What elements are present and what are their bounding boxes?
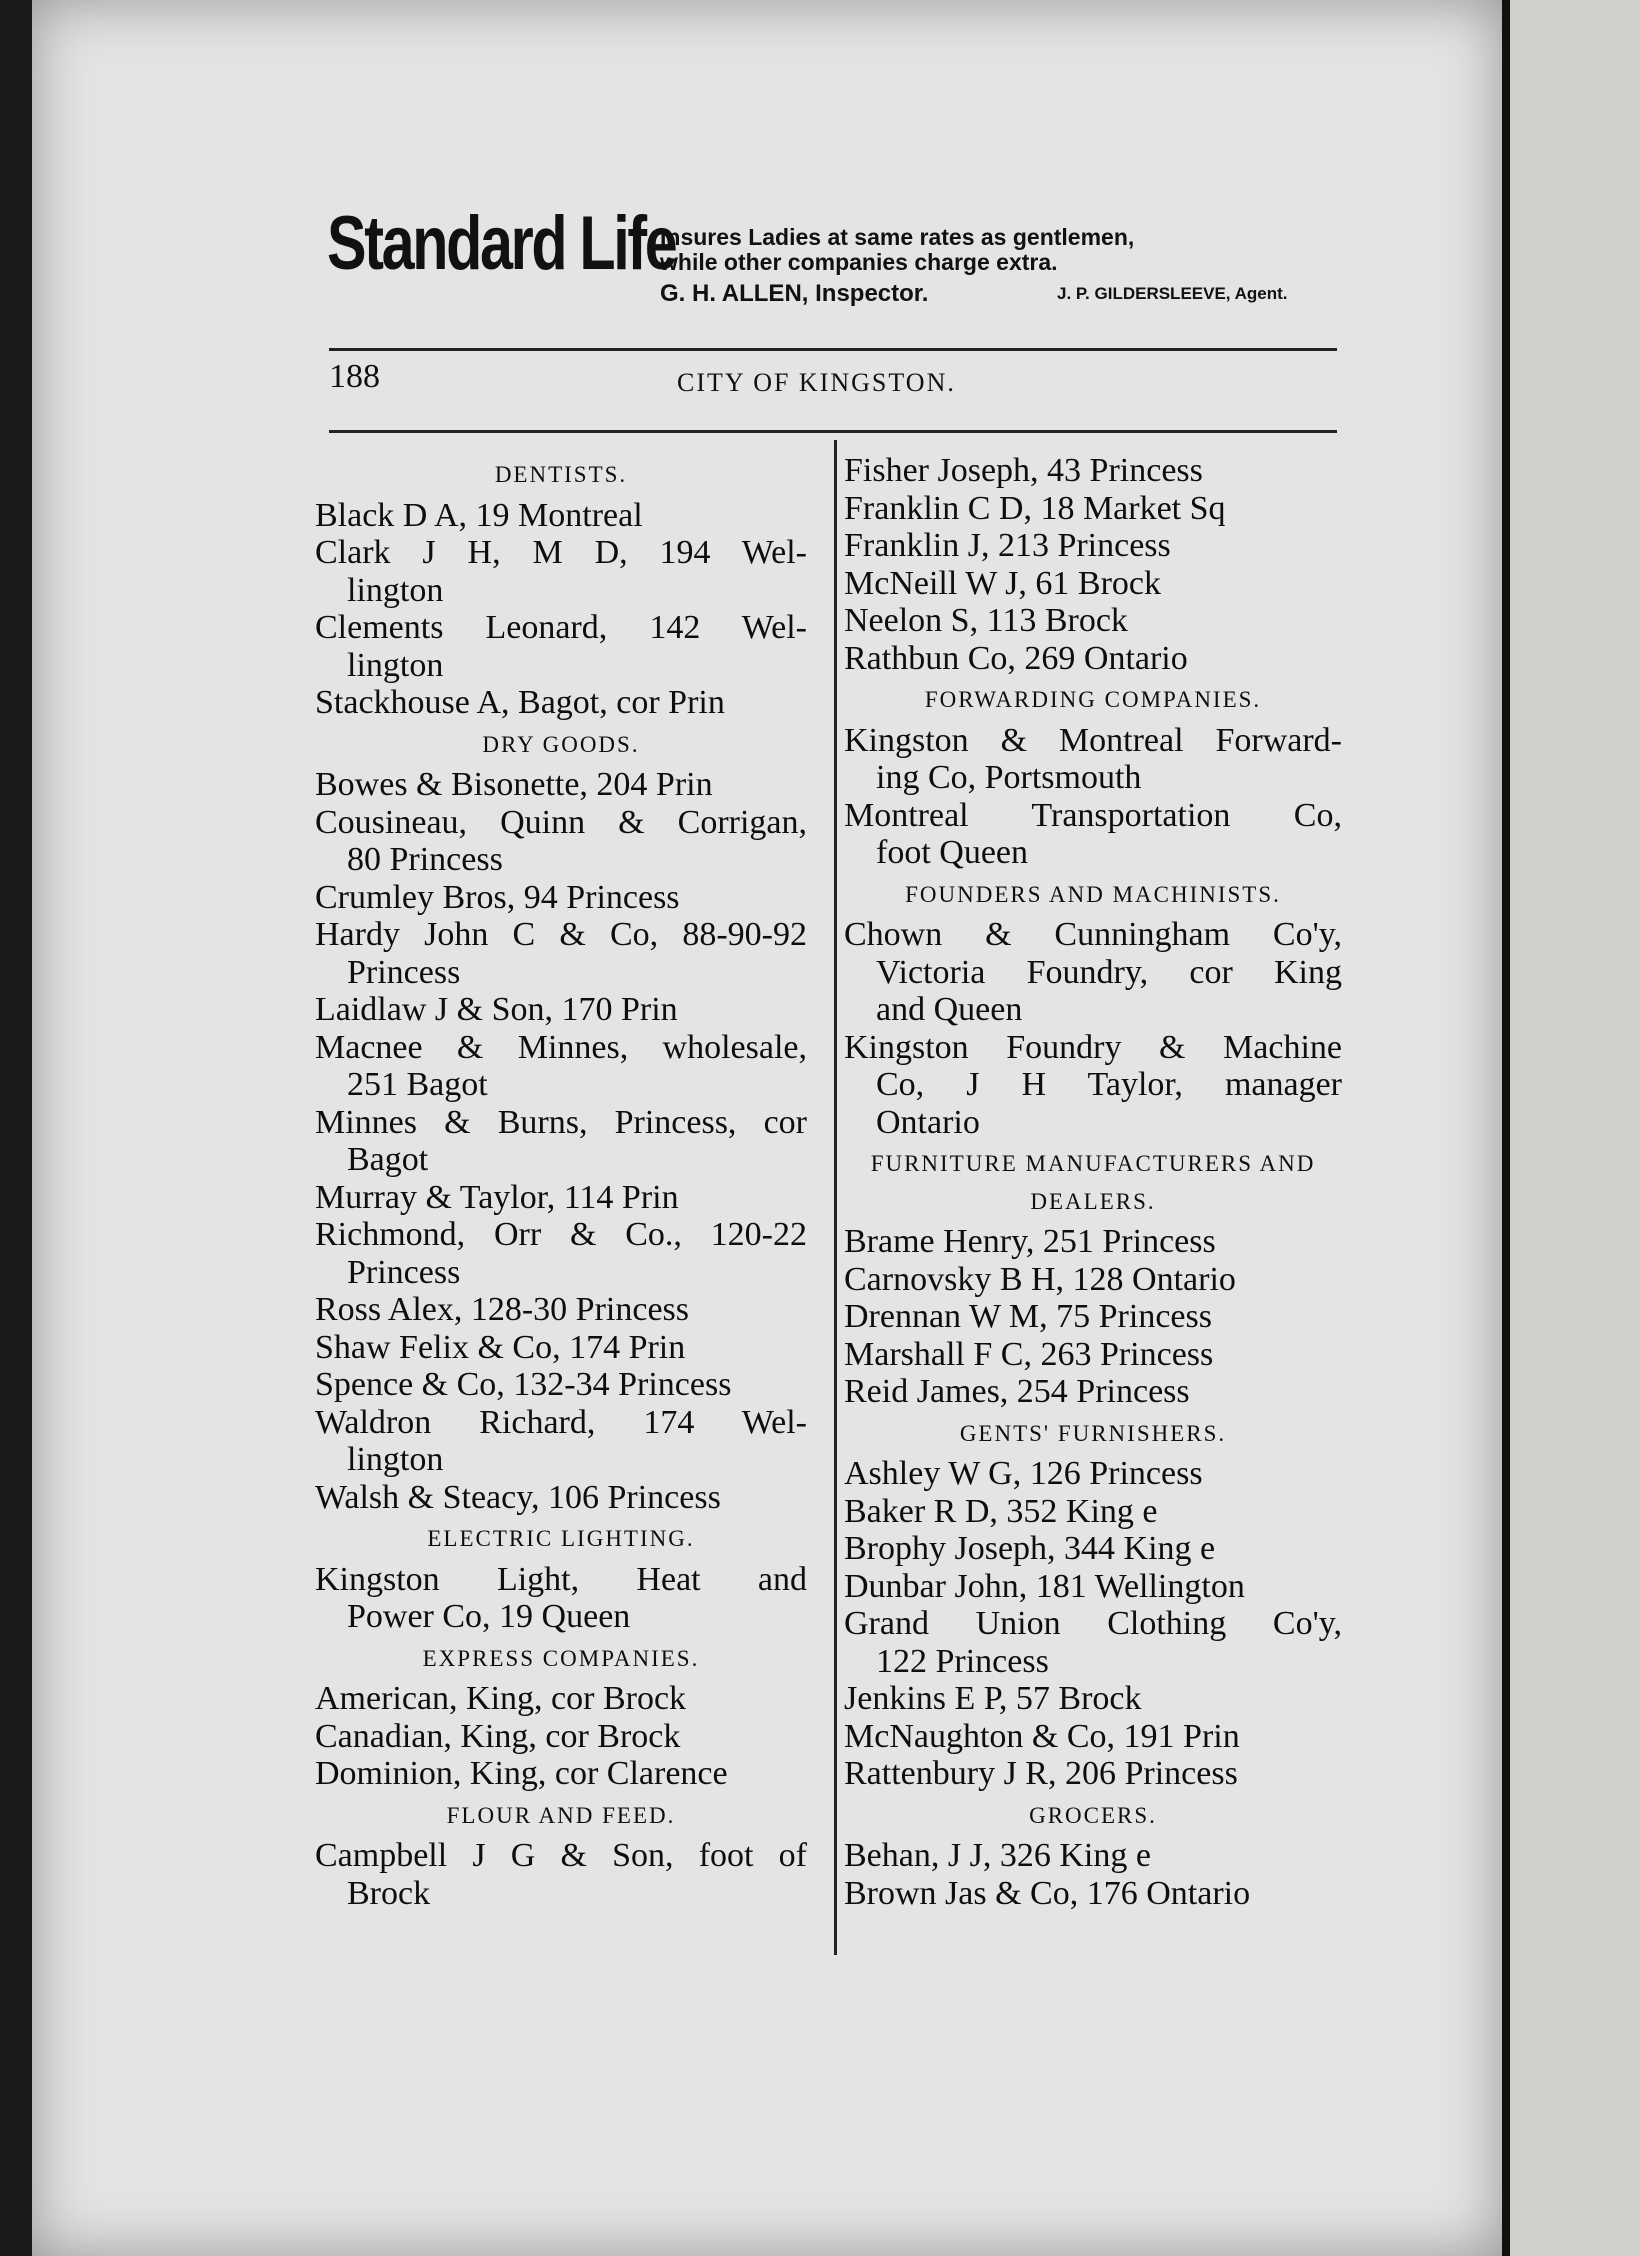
running-title: CITY OF KINGSTON. (677, 368, 956, 397)
directory-entry (315, 1029, 807, 1104)
entry-text: Marshall F C, 263 Princess (844, 1335, 1214, 1373)
section-heading: ELECTRIC LIGHTING. (427, 1526, 695, 1551)
ad-brand-name: Standard Life (327, 201, 676, 286)
entry-text: Canadian, King, cor Brock (315, 1717, 681, 1755)
entry-continuation: lington (347, 571, 444, 609)
header-bottom-rule (329, 430, 1337, 433)
ad-agent: J. P. GILDERSLEEVE, Agent. (1057, 284, 1288, 303)
section-heading: FURNITURE MANUFACTURERS AND DEALERS. (870, 1151, 1316, 1214)
entry-text: Fisher Joseph, 43 Princess (844, 452, 1203, 489)
entry-text: Drennan W M, 75 Princess (844, 1298, 1212, 1335)
entry-continuation: 251 Bagot (347, 1066, 488, 1103)
directory-entry (844, 1373, 1342, 1411)
entry-text: Reid James, 254 Princess (844, 1373, 1190, 1410)
directory-entry (844, 916, 1342, 1029)
page-number: 188 (329, 358, 380, 395)
entry-text: Brame Henry, 251 Princess (844, 1223, 1216, 1260)
entry-text: McNaughton & Co, 191 Prin (844, 1717, 1240, 1755)
directory-entry (315, 1404, 807, 1479)
directory-entry (844, 797, 1342, 872)
entry-text: Laidlaw J & Son, 170 Prin (315, 991, 678, 1028)
entry-continuation: 122 Princess (876, 1642, 1049, 1680)
directory-entry (844, 1223, 1342, 1261)
entry-text: Ross Alex, 128-30 Princess (315, 1291, 689, 1328)
entry-text: Clark J H, M D, 194 Wel- (315, 534, 807, 571)
entry-text: Franklin J, 213 Princess (844, 527, 1171, 564)
directory-entry (844, 1298, 1342, 1336)
directory-entry (844, 722, 1342, 797)
section-heading: FOUNDERS AND MACHINISTS. (905, 881, 1281, 907)
directory-entry (844, 602, 1342, 640)
directory-entry (315, 916, 807, 991)
directory-entry (315, 1561, 807, 1636)
directory-entry (315, 534, 807, 609)
entry-text: Clements Leonard, 142 Wel- (315, 609, 807, 646)
entry-continuation: ing Co, Portsmouth (876, 759, 1142, 796)
entry-continuation: lington (347, 646, 444, 684)
directory-entry (315, 1291, 807, 1329)
entry-text: Kingston Foundry & Machine (844, 1028, 1342, 1066)
directory-entry (844, 1755, 1342, 1793)
directory-page (32, 0, 1502, 2256)
entry-text: Cousineau, Quinn & Corrigan, (315, 803, 807, 841)
entry-continuation: 80 Princess (347, 841, 503, 878)
section-heading: EXPRESS COMPANIES. (422, 1645, 700, 1671)
entry-text: Kingston Light, Heat and (315, 1560, 807, 1598)
entry-text: Brown Jas & Co, 176 Ontario (844, 1874, 1251, 1912)
directory-entry (315, 991, 807, 1029)
entry-text: Murray & Taylor, 114 Prin (315, 1178, 679, 1216)
entry-continuation: Ontario (876, 1103, 980, 1141)
entry-continuation: Bagot (347, 1141, 429, 1178)
directory-entry (844, 1261, 1342, 1299)
directory-entry (315, 497, 807, 535)
directory-entry (844, 1875, 1342, 1913)
entry-text: Spence & Co, 132-34 Princess (315, 1366, 732, 1403)
entry-text: Campbell J G & Son, foot of (315, 1837, 807, 1874)
directory-entry (315, 766, 807, 804)
entry-text: Brophy Joseph, 344 King e (844, 1530, 1216, 1567)
header-top-rule (329, 348, 1337, 351)
entry-text: Franklin C D, 18 Market Sq (844, 489, 1226, 527)
directory-entry (315, 684, 807, 722)
entry-text: Dunbar John, 181 Wellington (844, 1567, 1245, 1605)
section-heading: GROCERS. (1029, 1802, 1157, 1828)
directory-entry (844, 1568, 1342, 1606)
entry-text: Baker R D, 352 King e (844, 1492, 1158, 1530)
ad-tagline-line-2: while other companies charge extra. (660, 249, 1058, 275)
entry-text: Chown & Cunningham Co'y, (844, 916, 1342, 953)
entry-text: Grand Union Clothing Co'y, (844, 1605, 1342, 1642)
directory-entry (844, 1530, 1342, 1568)
entry-text: Walsh & Steacy, 106 Princess (315, 1478, 721, 1516)
directory-entry (315, 1216, 807, 1291)
entry-continuation: Co, J H Taylor, manager (876, 1066, 1342, 1103)
ad-tagline (660, 225, 1134, 275)
entry-text: Richmond, Orr & Co., 120-22 (315, 1216, 807, 1253)
left-column (315, 452, 807, 1912)
directory-entry (315, 1680, 807, 1718)
directory-entry (844, 1493, 1342, 1531)
directory-entry (844, 527, 1342, 565)
directory-entry (844, 452, 1342, 490)
directory-entry (844, 1718, 1342, 1756)
section-heading: DRY GOODS. (482, 731, 640, 757)
entry-continuation: Victoria Foundry, cor King (876, 953, 1342, 991)
standard-life-advertisement (327, 200, 1362, 330)
directory-entry (844, 565, 1342, 603)
directory-entry (315, 879, 807, 917)
directory-entry (315, 1366, 807, 1404)
entry-text: Stackhouse A, Bagot, cor Prin (315, 684, 725, 721)
directory-entry (315, 1329, 807, 1367)
entry-text: Kingston & Montreal Forward- (844, 721, 1342, 759)
directory-entry (315, 609, 807, 684)
directory-entry (315, 1718, 807, 1756)
binding-gutter (1502, 0, 1510, 2256)
entry-text: Bowes & Bisonette, 204 Prin (315, 766, 713, 803)
entry-continuation: foot Queen (876, 834, 1029, 871)
entry-text: Black D A, 19 Montreal (315, 496, 643, 534)
entry-continuation: Brock (347, 1874, 431, 1912)
facing-page-edge (1510, 0, 1640, 2256)
section-heading: FLOUR AND FEED. (446, 1802, 676, 1828)
directory-entry (844, 640, 1342, 678)
ad-tagline-line-1: Insures Ladies at same rates as gentlemen, (660, 224, 1135, 250)
entry-text: Dominion, King, cor Clarence (315, 1755, 728, 1792)
directory-entry (315, 1104, 807, 1179)
entry-text: Crumley Bros, 94 Princess (315, 878, 680, 916)
entry-text: McNeill W J, 61 Brock (844, 564, 1161, 602)
directory-entry (844, 1336, 1342, 1374)
entry-text: Shaw Felix & Co, 174 Prin (315, 1328, 686, 1366)
section-heading: DENTISTS. (494, 462, 628, 487)
entry-text: Carnovsky B H, 128 Ontario (844, 1260, 1236, 1298)
entry-text: American, King, cor Brock (315, 1680, 687, 1717)
section-heading: FORWARDING COMPANIES. (924, 687, 1262, 712)
directory-entry (844, 1837, 1342, 1875)
entry-text: Waldron Richard, 174 Wel- (315, 1403, 807, 1441)
entry-text: Rattenbury J R, 206 Princess (844, 1755, 1238, 1792)
section-heading: GENTS' FURNISHERS. (959, 1420, 1227, 1446)
directory-entry (844, 1455, 1342, 1493)
entry-text: Montreal Transportation Co, (844, 796, 1342, 834)
entry-text: Ashley W G, 126 Princess (844, 1455, 1203, 1492)
entry-text: Hardy John C & Co, 88-90-92 (315, 916, 807, 953)
entry-text: Minnes & Burns, Princess, cor (315, 1103, 807, 1141)
entry-continuation: Princess (347, 1253, 461, 1291)
entry-continuation: Power Co, 19 Queen (347, 1598, 631, 1635)
directory-entry (844, 1605, 1342, 1680)
directory-entry (315, 1479, 807, 1517)
ad-inspector: G. H. ALLEN, Inspector. (660, 280, 929, 307)
entry-text: Neelon S, 113 Brock (844, 602, 1128, 639)
entry-continuation: Princess (347, 953, 461, 991)
directory-entry (844, 490, 1342, 528)
entry-text: Rathbun Co, 269 Ontario (844, 639, 1188, 677)
entry-continuation: lington (347, 1441, 444, 1478)
directory-entry (315, 1755, 807, 1793)
column-divider (834, 440, 837, 1955)
entry-continuation: and Queen (876, 991, 1023, 1028)
entry-text: Jenkins E P, 57 Brock (844, 1680, 1142, 1717)
directory-entry (315, 804, 807, 879)
directory-entry (844, 1680, 1342, 1718)
right-column (844, 452, 1342, 1912)
directory-entry (844, 1029, 1342, 1142)
directory-entry (315, 1179, 807, 1217)
directory-entry (315, 1837, 807, 1912)
entry-text: Behan, J J, 326 King e (844, 1837, 1151, 1874)
entry-text: Macnee & Minnes, wholesale, (315, 1028, 807, 1066)
